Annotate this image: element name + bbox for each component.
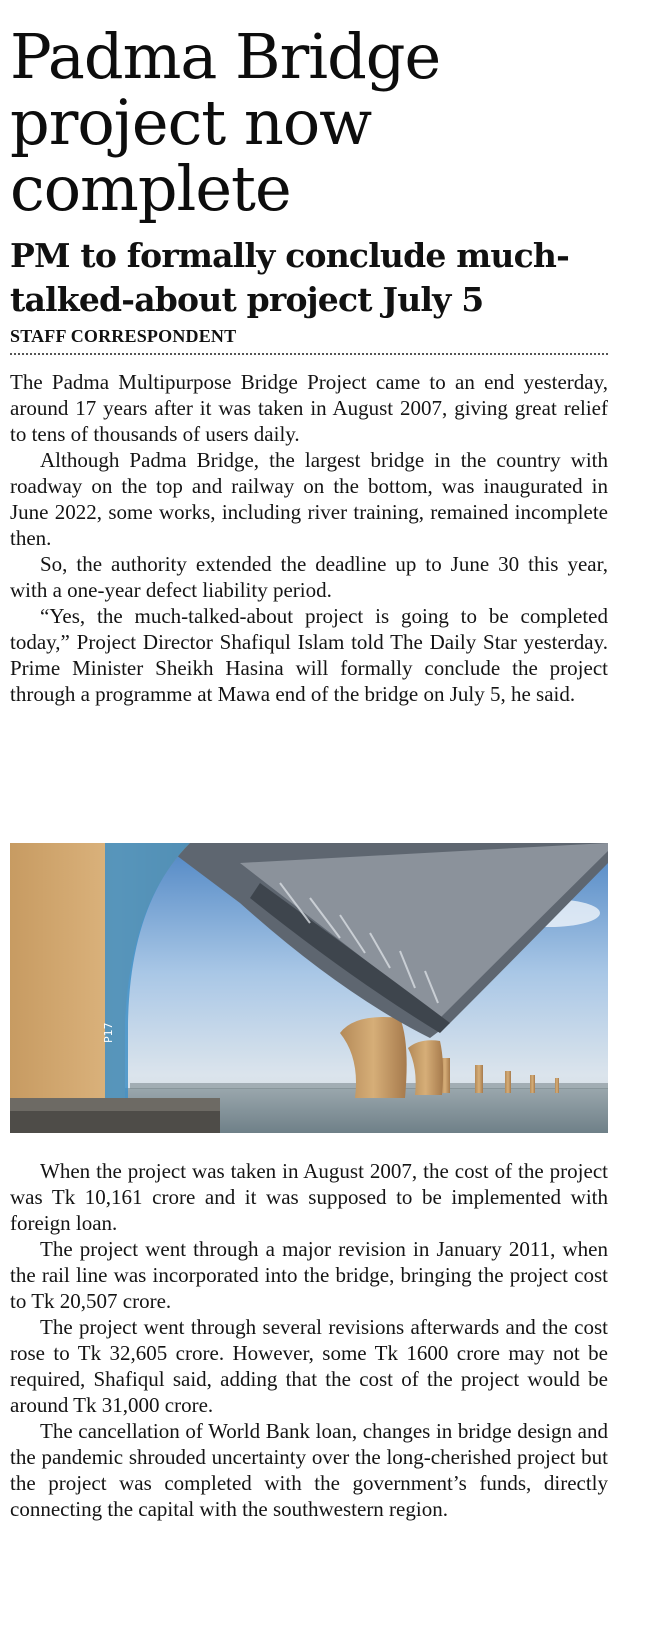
- article-body-bottom: [10, 1158, 608, 1522]
- paragraph: When the project was taken in August 2007, the cost of the project was Tk 10,161 crore and it was supposed to be implemented with foreign loan.: [10, 1159, 608, 1235]
- pier-label: P17: [102, 1022, 115, 1043]
- bridge-illustration: [10, 843, 608, 1133]
- headline-line-2: project now: [10, 86, 372, 159]
- paragraph: The cancellation of World Bank loan, changes in bridge design and the pandemic shrouded uncertainty over the long-cherished project but the project was completed with the government’s funds, directly connecting the capital with the southwestern region.: [10, 1419, 608, 1521]
- article: [10, 0, 608, 1521]
- article-body-top: [10, 369, 608, 707]
- dotted-divider: [10, 353, 608, 355]
- headline-line-1: Padma Bridge: [10, 20, 441, 93]
- headline-line-3: complete: [10, 152, 291, 225]
- paragraph: “Yes, the much-talked-about project is going to be completed today,” Project Director Shafiqul Islam told The Daily Star yesterday. Prime Minister Sheikh Hasina will formally conclude the project through a programme at Mawa end of the bridge on July 5, he said.: [10, 604, 608, 706]
- bridge-photo: [10, 843, 608, 1133]
- paragraph: So, the authority extended the deadline up to June 30 this year, with a one-year defect liability period.: [10, 552, 608, 602]
- paragraph: The Padma Multipurpose Bridge Project came to an end yesterday, around 17 years after it was taken in August 2007, giving great relief to tens of thousands of users daily.: [10, 370, 608, 446]
- headline: [10, 20, 608, 225]
- paragraph: The project went through a major revision in January 2011, when the rail line was incorporated into the bridge, bringing the project cost to Tk 20,507 crore.: [10, 1237, 608, 1313]
- paragraph: Although Padma Bridge, the largest bridge in the country with roadway on the top and railway on the bottom, was inaugurated in June 2022, some works, including river training, remained incomplete then.: [10, 448, 608, 550]
- subheadline-line-2: talked-about project July 5: [10, 280, 484, 319]
- subheadline-line-1: PM to formally conclude much-: [10, 236, 569, 275]
- subheadline: [10, 234, 608, 322]
- byline: STAFF CORRESPONDENT: [10, 326, 237, 346]
- paragraph: The project went through several revisions afterwards and the cost rose to Tk 32,605 crore. However, some Tk 1600 crore may not be required, Shafiqul said, adding that the cost of the project would be around Tk 31,000 crore.: [10, 1315, 608, 1417]
